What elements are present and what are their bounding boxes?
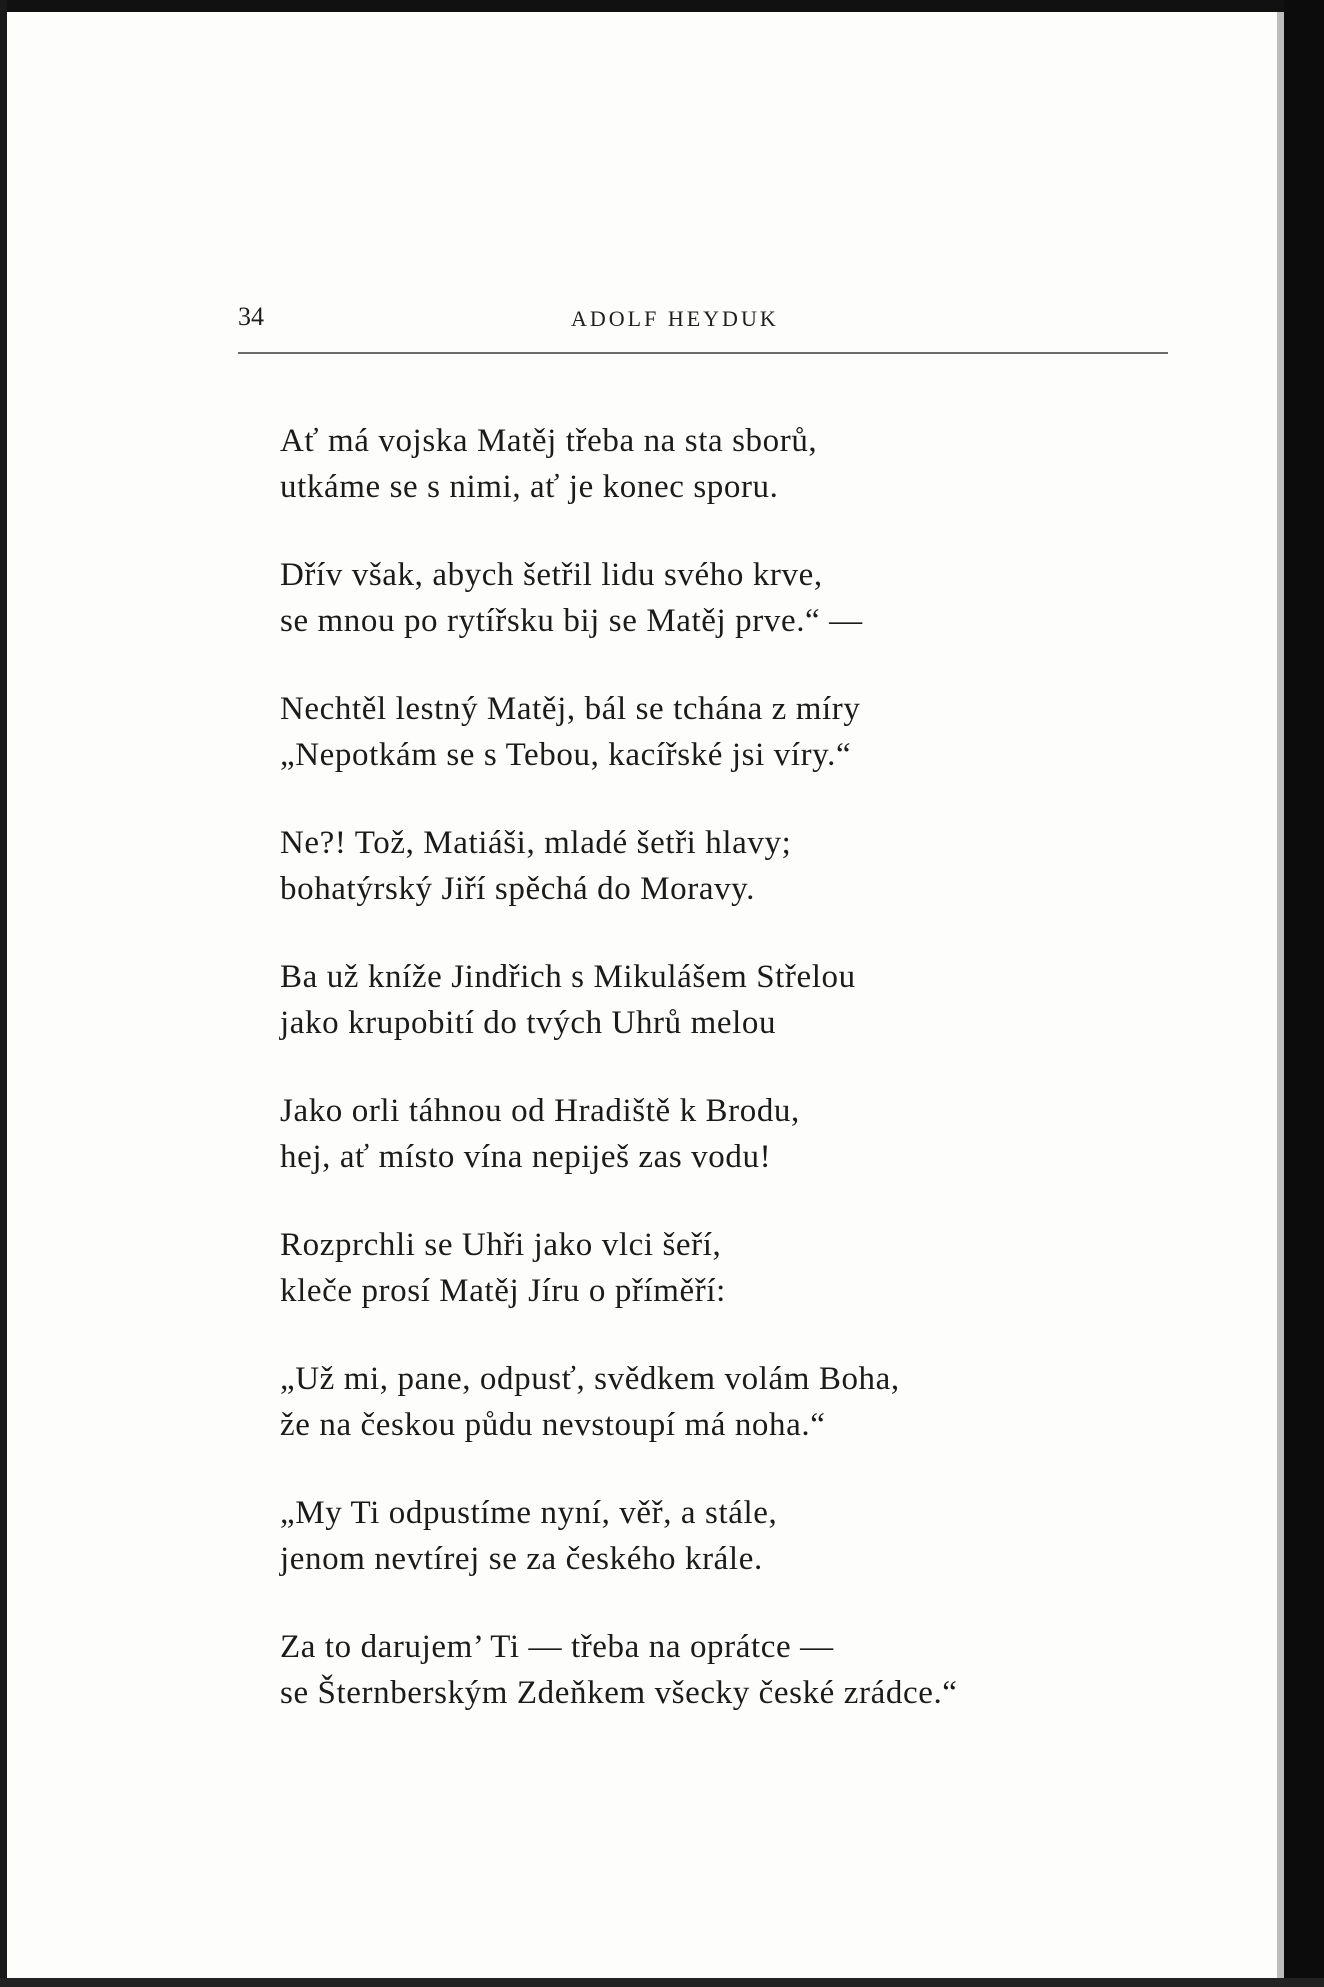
verse-line: hej, ať místo vína nepiješ zas vodu! xyxy=(280,1139,772,1175)
verse-line: Dřív však, abych šetřil lidu svého krve, xyxy=(280,557,823,593)
scan-border-top xyxy=(0,0,1324,12)
stanza xyxy=(280,1624,1160,1716)
stanza xyxy=(280,954,1160,1046)
verse-line: „Už mi, pane, odpusť, svědkem volám Boha, xyxy=(280,1361,900,1397)
scan-border-right xyxy=(1284,0,1324,1987)
stanza xyxy=(280,1222,1160,1314)
stanza xyxy=(280,552,1160,644)
verse-line: Ne?! Tož, Matiáši, mladé šetři hlavy; xyxy=(280,825,792,861)
page-edge-shadow xyxy=(1277,12,1284,1987)
verse-line: Nechtěl lestný Matěj, bál se tchána z míry xyxy=(280,691,861,727)
verse-line: Za to darujem’ Ti — třeba na oprátce — xyxy=(280,1629,834,1665)
stanza xyxy=(280,686,1160,778)
header-rule xyxy=(238,352,1168,354)
poem-text xyxy=(280,418,1160,1758)
stanza xyxy=(280,1356,1160,1448)
verse-line: že na českou půdu nevstoupí má noha.“ xyxy=(280,1407,826,1443)
verse-line: Rozprchli se Uhři jako vlci šeří, xyxy=(280,1227,722,1263)
verse-line: Jako orli táhnou od Hradiště k Brodu, xyxy=(280,1093,800,1129)
scan-border-left xyxy=(0,0,7,1987)
verse-line: jenom nevtírej se za českého krále. xyxy=(280,1541,763,1577)
scan-border-bottom xyxy=(0,1978,1324,1987)
verse-line: Ať má vojska Matěj třeba na sta sborů, xyxy=(280,423,818,459)
verse-line: kleče prosí Matěj Jíru o příměří: xyxy=(280,1273,726,1309)
running-head: ADOLF HEYDUK xyxy=(571,306,779,331)
page-header xyxy=(238,302,1168,342)
verse-line: jako krupobití do tvých Uhrů melou xyxy=(280,1005,777,1041)
stanza xyxy=(280,418,1160,510)
verse-line: se mnou po rytířsku bij se Matěj prve.“ — xyxy=(280,603,863,639)
stanza xyxy=(280,820,1160,912)
verse-line: utkáme se s nimi, ať je konec sporu. xyxy=(280,469,779,505)
verse-line: „My Ti odpustíme nyní, věř, a stále, xyxy=(280,1495,778,1531)
verse-line: bohatýrský Jiří spěchá do Moravy. xyxy=(280,871,755,907)
verse-line: Ba už kníže Jindřich s Mikulášem Střelou xyxy=(280,959,856,995)
stanza xyxy=(280,1490,1160,1582)
verse-line: „Nepotkám se s Tebou, kacířské jsi víry.“ xyxy=(280,737,852,773)
page-number: 34 xyxy=(238,302,264,331)
stanza xyxy=(280,1088,1160,1180)
verse-line: se Šternberským Zdeňkem všecky české zrádce.“ xyxy=(280,1675,958,1711)
